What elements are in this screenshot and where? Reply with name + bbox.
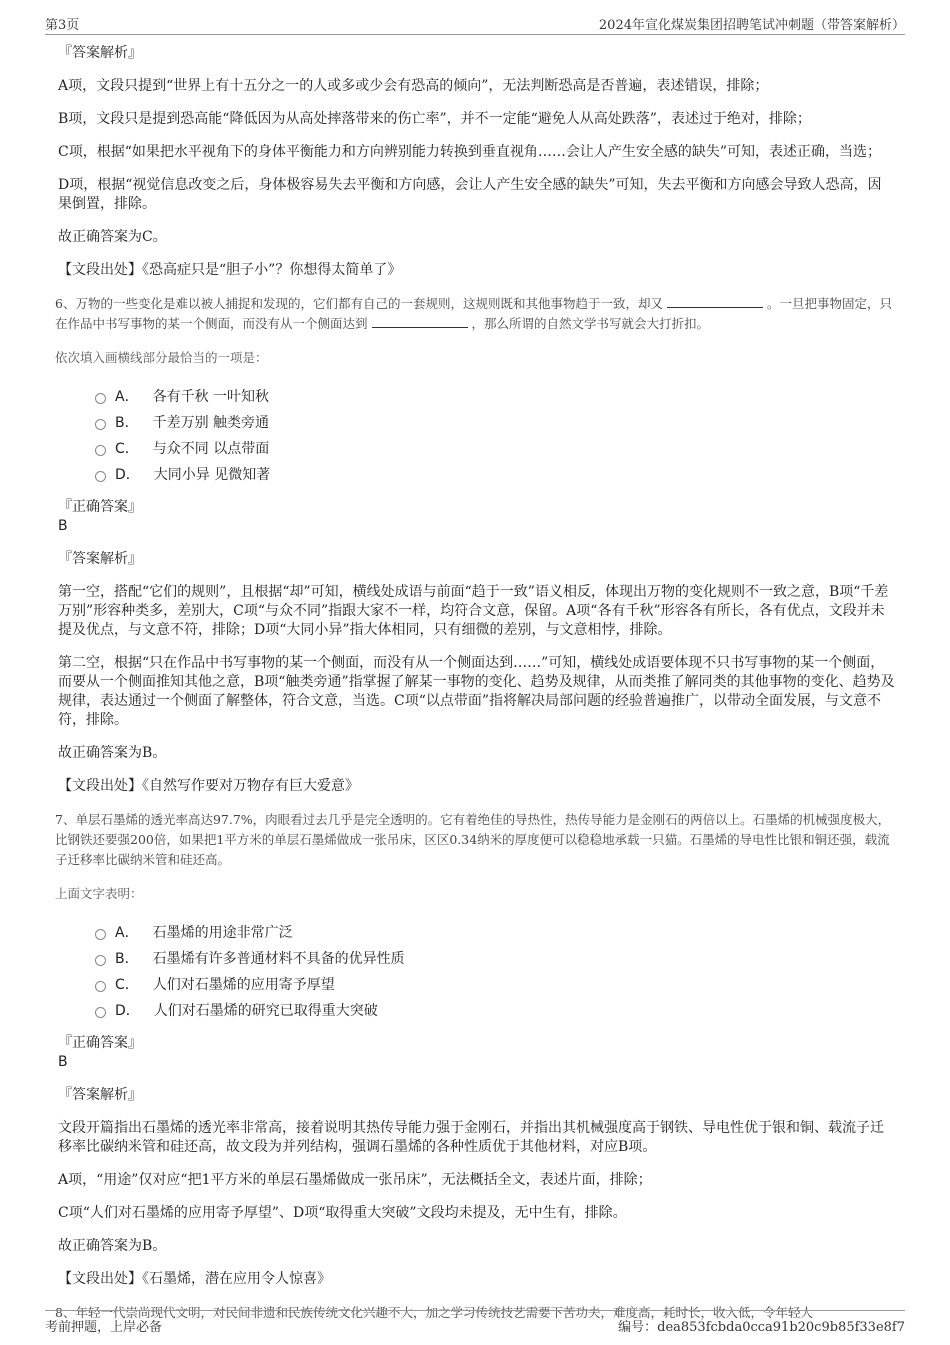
radio-icon[interactable] [95, 471, 106, 482]
option-b[interactable]: B． 石墨烯有许多普通材料不具备的优异性质 [95, 946, 895, 972]
question-6-options [95, 384, 895, 488]
question-prompt: 上面文字表明： [55, 886, 143, 901]
source-citation: 【文段出处】《自然写作要对万物存有巨大爱意》 [58, 778, 359, 794]
option-d[interactable]: D． 大同小异 见微知著 [95, 462, 895, 488]
analysis-label: 『答案解析』 [58, 1087, 142, 1103]
page-content [55, 44, 895, 1320]
blank-1 [667, 295, 763, 308]
document-id: 编号：dea853fcbda0cca91b20c9b85f33e8f7 [618, 1320, 905, 1335]
blank-2 [372, 315, 468, 328]
conclusion: 故正确答案为C。 [58, 229, 167, 245]
question-7-stem: 7、单层石墨烯的透光率高达97.7%，肉眼看过去几乎是完全透明的。它有着绝佳的导热性，热传导能力是金刚石的两倍以上。石墨烯的机械强度极大，比钢铁还要强200倍，如果把1平方米的单层石墨烯做成一张吊床，区区0.34纳米的厚度便可以稳稳地承载一只猫。石墨烯的导电性比银和铜还强，载流子迁移率比碳纳米管和硅还高。 [55, 812, 891, 867]
radio-icon[interactable] [95, 981, 106, 992]
correct-answer-label: 『正确答案』 [58, 499, 142, 515]
radio-icon[interactable] [95, 929, 106, 940]
option-a[interactable]: A． 各有千秋 一叶知秋 [95, 384, 895, 410]
analysis-label: 『答案解析』 [58, 45, 142, 61]
analysis-para: 文段开篇指出石墨烯的透光率非常高，接着说明其热传导能力强于金刚石，并指出其机械强度高于钢铁、导电性优于银和铜、载流子迁移率比碳纳米管和硅还高，故文段为并列结构，强调石墨烯的各种性质优于其他材料，对应B项。 [58, 1120, 884, 1155]
analysis-para: B项，文段只是提到恐高能“降低因为从高处摔落带来的伤亡率”，并不一定能“避免人从高处跌落”，表述过于绝对，排除； [58, 111, 811, 127]
page-header [45, 12, 905, 35]
option-c[interactable]: C． 与众不同 以点带面 [95, 436, 895, 462]
option-c[interactable]: C． 人们对石墨烯的应用寄予厚望 [95, 972, 895, 998]
radio-icon[interactable] [95, 445, 106, 456]
analysis-para: C项，根据“如果把水平视角下的身体平衡能力和方向辨别能力转换到垂直视角……会让人产生安全感的缺失”可知，表述正确，当选； [58, 144, 882, 160]
analysis-para: A项，文段只提到“世界上有十五分之一的人或多或少会有恐高的倾向”，无法判断恐高是否普遍，表述错误，排除； [58, 78, 769, 94]
correct-answer-label: 『正确答案』 [58, 1035, 142, 1051]
radio-icon[interactable] [95, 1007, 106, 1018]
question-prompt: 依次填入画横线部分最恰当的一项是： [55, 350, 268, 365]
radio-icon[interactable] [95, 393, 106, 404]
option-a[interactable]: A． 石墨烯的用途非常广泛 [95, 920, 895, 946]
question-8-stem: 8、年轻一代崇尚现代文明，对民间非遗和民族传统文化兴趣不大，加之学习传统技艺需要下苦功夫，难度高，耗时长，收入低，令年轻人 [55, 1305, 813, 1320]
conclusion: 故正确答案为B。 [58, 745, 167, 761]
analysis-para: C项“人们对石墨烯的应用寄予厚望”、D项“取得重大突破”文段均未提及，无中生有，排除。 [58, 1205, 627, 1221]
option-b[interactable]: B． 千差万别 触类旁通 [95, 410, 895, 436]
correct-answer: B [58, 1054, 68, 1070]
radio-icon[interactable] [95, 419, 106, 430]
analysis-para: A项，“用途”仅对应“把1平方米的单层石墨烯做成一张吊床”，无法概括全文，表述片面，排除； [58, 1172, 652, 1188]
radio-icon[interactable] [95, 955, 106, 966]
footer-slogan: 考前押题，上岸必备 [45, 1320, 163, 1335]
conclusion: 故正确答案为B。 [58, 1238, 167, 1254]
document-title: 2024年宣化煤炭集团招聘笔试冲刺题（带答案解析） [598, 18, 905, 33]
question-7-options [95, 920, 895, 1024]
page-number: 第3页 [45, 18, 80, 33]
analysis-para: D项，根据“视觉信息改变之后，身体极容易失去平衡和方向感，会让人产生安全感的缺失”可知，失去平衡和方向感会导致人恐高，因果倒置，排除。 [58, 177, 882, 212]
source-citation: 【文段出处】《石墨烯，潜在应用令人惊喜》 [58, 1271, 331, 1287]
analysis-label: 『答案解析』 [58, 551, 142, 567]
correct-answer: B [58, 518, 68, 534]
question-6-stem: 6、万物的一些变化是难以被人捕捉和发现的，它们都有自己的一套规则，这规则既和其他事物趋于一致，却又 。一旦把事物固定，只在作品中书写事物的某一个侧面，而没有从一个侧面达到 ，那么所谓的自然文学书写就会大打折扣。 [55, 296, 892, 331]
option-d[interactable]: D． 人们对石墨烯的研究已取得重大突破 [95, 998, 895, 1024]
page-footer [45, 1310, 905, 1333]
analysis-para: 第一空，搭配“它们的规则”，且根据“却”可知，横线处成语与前面“趋于一致”语义相反，体现出万物的变化规则不一致之意，B项“千差万别”形容种类多，差别大，C项“与众不同”指跟大家不一样，均符合文意，保留。A项“各有千秋”形容各有所长，各有优点，文段并未提及优点，与文意不符，排除；D项“大同小异”指大体相同，只有细微的差别，与文意相悖，排除。 [58, 584, 889, 638]
source-citation: 【文段出处】《恐高症只是“胆子小”？你想得太简单了》 [58, 262, 402, 278]
analysis-para: 第二空，根据“只在作品中书写事物的某一个侧面，而没有从一个侧面达到……”可知，横线处成语要体现不只书写事物的某一个侧面，而要从一个侧面推知其他之意，B项“触类旁通”指掌握了解某一事物的变化、趋势及规律，从而类推了解同类的其他事物的变化、趋势及规律，表达通过一个侧面了解整体，符合文意，当选。C项“以点带面”指将解决局部问题的经验普遍推广，以带动全面发展，与文意不符，排除。 [58, 655, 895, 728]
